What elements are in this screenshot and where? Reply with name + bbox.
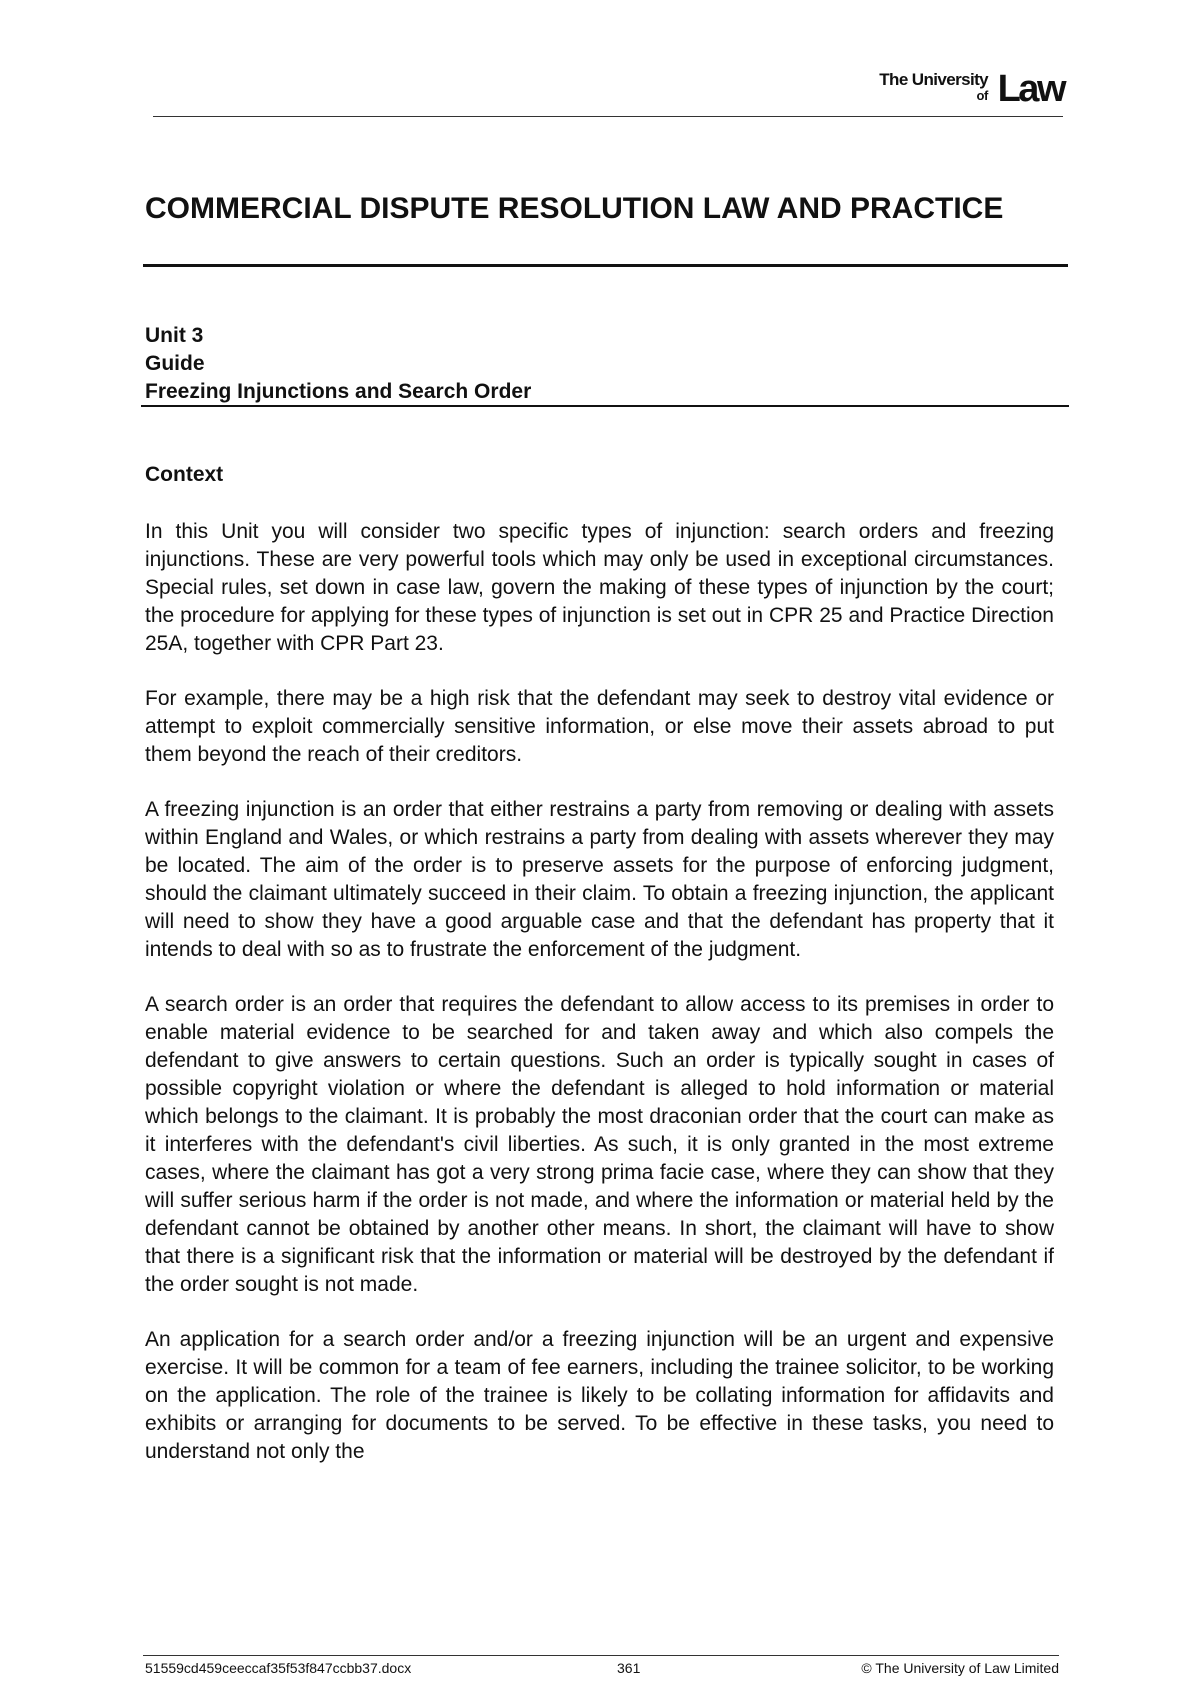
unit-divider <box>141 405 1069 407</box>
footer-copyright: © The University of Law Limited <box>861 1660 1059 1676</box>
page-footer <box>145 1660 1059 1680</box>
paragraph: A search order is an order that requires the defendant to allow access to its premises in order to enable material evidence to be searched for and taken away and which also compels the defendant to give answers to certain questions. Such an order is typically sought in cases of possible copyright violation or where the defendant is alleged to hold information or material which belongs to the claimant. It is probably the most draconian order that the court can make as it interferes with the defendant's civil liberties. As such, it is only granted in the most extreme cases, where the claimant has got a very strong prima facie case, where they can show that they will suffer serious harm if the order is not made, and where the information or material held by the defendant cannot be obtained by another other means. In short, the claimant will have to show that there is a significant risk that the information or material will be destroyed by the defendant if the order sought is not made. <box>145 993 1054 1296</box>
logo-text-line1: The University <box>879 70 988 89</box>
unit-subject: Freezing Injunctions and Search Order <box>145 380 532 403</box>
university-of-law-logo <box>824 66 1064 112</box>
paragraph: A freezing injunction is an order that either restrains a party from removing or dealing with assets within England and Wales, or which restrains a party from dealing with assets wherever they may be located. The aim of the order is to preserve assets for the purpose of enforcing judgment, should the claimant ultimately succeed in their claim. To obtain a freezing injunction, the applicant will need to show they have a good arguable case and that the defendant has property that it intends to deal with so as to frustrate the enforcement of the judgment. <box>145 798 1054 961</box>
unit-info <box>145 322 1065 406</box>
paragraph: An application for a search order and/or a freezing injunction will be an urgent and expensive exercise. It will be common for a team of fee earners, including the trainee solicitor, to be working on the application. The role of the trainee is likely to be collating information for affidavits and exhibits or arranging for documents to be served. To be effective in these tasks, you need to understand not only the <box>145 1328 1054 1463</box>
paragraph: In this Unit you will consider two specific types of injunction: search orders and freezing injunctions. These are very powerful tools which may only be used in exceptional circumstances. Special rules, set down in case law, govern the making of these types of injunction by the court; the procedure for applying for these types of injunction is set out in CPR 25 and Practice Direction 25A, together with CPR Part 23. <box>145 520 1054 655</box>
paragraph: For example, there may be a high risk that the defendant may seek to destroy vital evidence or attempt to exploit commercially sensitive information, or else move their assets abroad to put them beyond the reach of their creditors. <box>145 687 1054 766</box>
body-text <box>145 518 1054 1493</box>
footer-filename: 51559cd459ceeccaf35f53f847ccbb37.docx <box>145 1660 412 1676</box>
header-divider <box>153 116 1063 117</box>
unit-number: Unit 3 <box>145 324 204 347</box>
footer-divider <box>143 1655 1059 1656</box>
logo-text-line2: of <box>976 88 988 103</box>
unit-guide-label: Guide <box>145 352 205 375</box>
footer-page-number: 361 <box>617 1660 641 1676</box>
document-title: COMMERCIAL DISPUTE RESOLUTION LAW AND PRACTICE <box>145 192 1004 225</box>
logo-text-line3: Law <box>997 68 1064 110</box>
section-heading: Context <box>145 463 224 486</box>
title-divider <box>143 264 1068 267</box>
